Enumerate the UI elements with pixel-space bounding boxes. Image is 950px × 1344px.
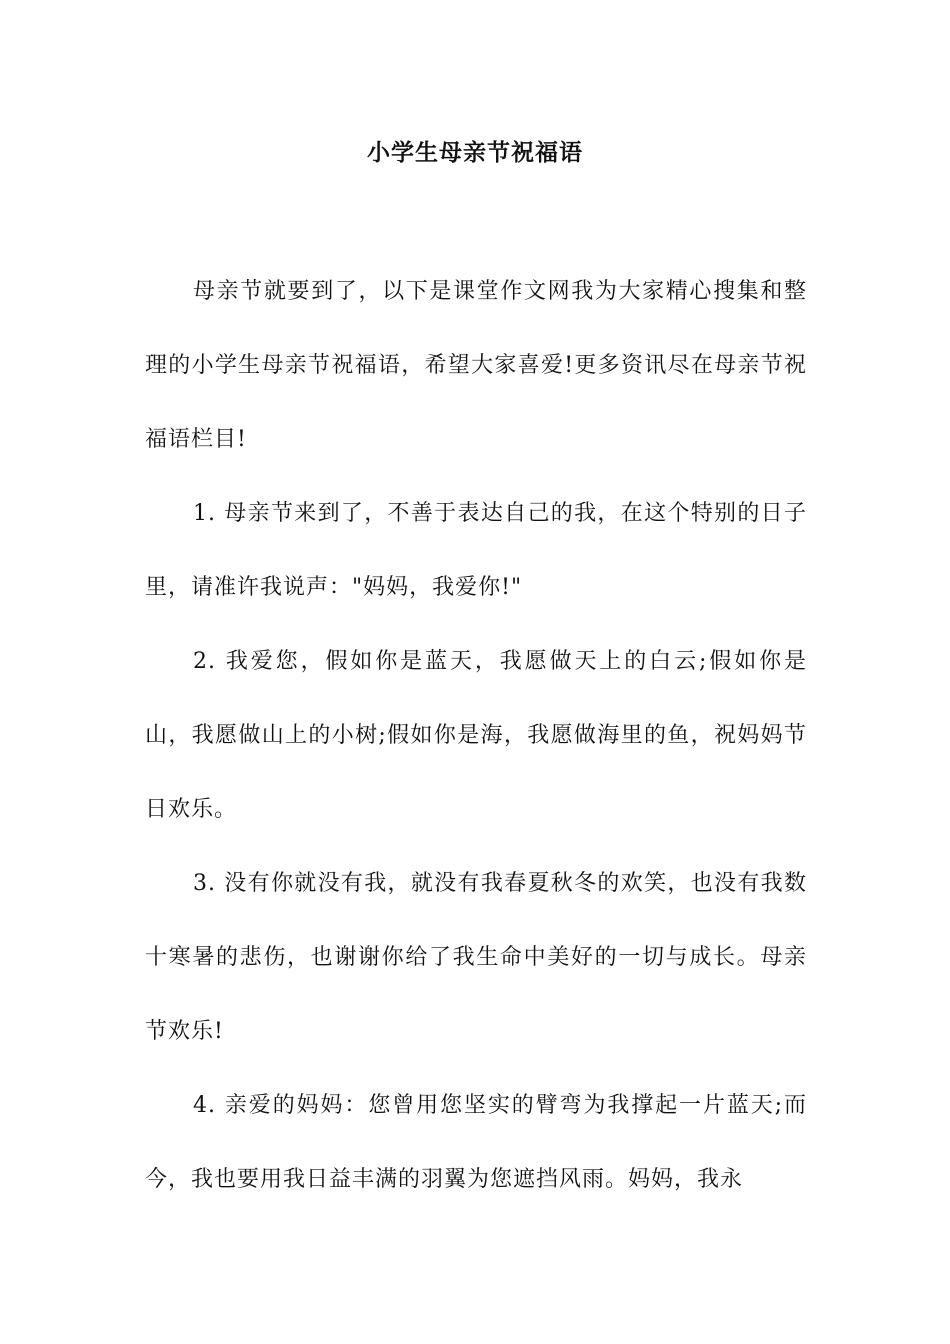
- intro-paragraph: 母亲节就要到了，以下是课堂作文网我为大家精心搜集和整理的小学生母亲节祝福语，希望大家喜爱!更多资讯尽在母亲节祝福语栏目!: [145, 279, 807, 452]
- greeting-paragraph-3: 3. 没有你就没有我，就没有我春夏秋冬的欢笑，也没有我数十寒暑的悲伤，也谢谢你给了我生命中美好的一切与成长。母亲节欢乐!: [145, 871, 807, 1044]
- document-title: 小学生母亲节祝福语: [367, 139, 583, 166]
- document-body: [145, 255, 807, 1217]
- greeting-paragraph-4: 4. 亲爱的妈妈：您曾用您坚实的臂弯为我撑起一片蓝天;而今，我也要用我日益丰满的羽翼为您遮挡风雨。妈妈，我永: [145, 1093, 807, 1192]
- greeting-paragraph-1: 1. 母亲节来到了，不善于表达自己的我，在这个特别的日子里，请准许我说声："妈妈，我爱你!": [145, 501, 807, 600]
- greeting-paragraph-2: 2. 我爱您，假如你是蓝天，我愿做天上的白云;假如你是山，我愿做山上的小树;假如你是海，我愿做海里的鱼，祝妈妈节日欢乐。: [145, 649, 807, 822]
